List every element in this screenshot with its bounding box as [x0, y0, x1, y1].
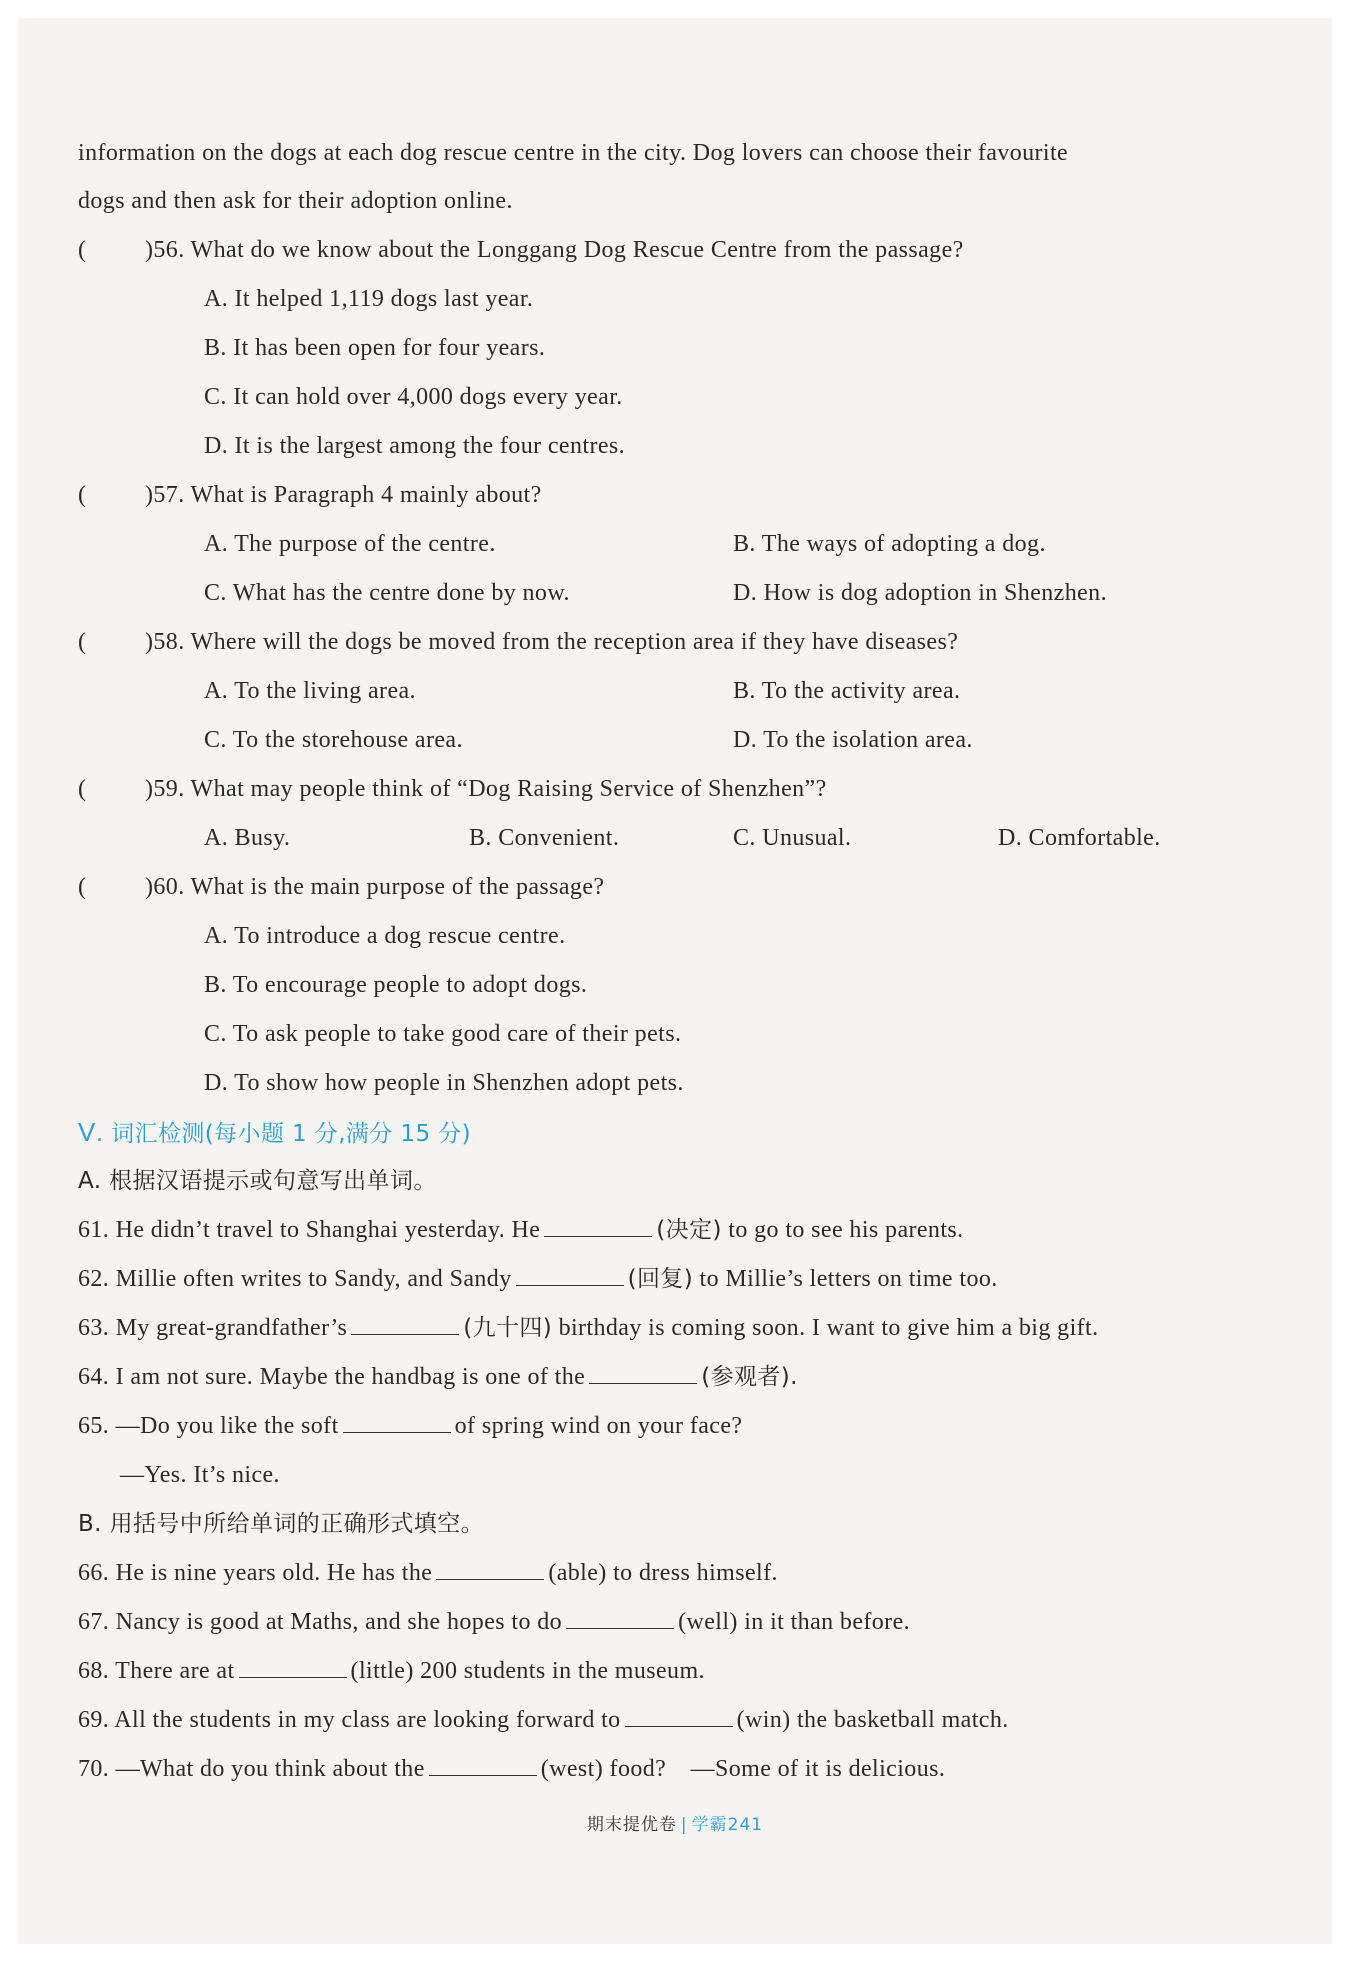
- option-59-c: C. Unusual.: [733, 825, 852, 851]
- item-62-hint: (回复): [627, 1266, 694, 1292]
- option-57-c: C. What has the centre done by now.: [204, 580, 570, 606]
- item-62-pre: 62. Millie often writes to Sandy, and Sandy: [78, 1266, 512, 1292]
- option-60-c: C. To ask people to take good care of their pets.: [204, 1021, 682, 1047]
- answer-blank-67[interactable]: [566, 1608, 674, 1629]
- item-69-pre: 69. All the students in my class are looking forward to: [78, 1707, 621, 1733]
- option-60-b: B. To encourage people to adopt dogs.: [204, 972, 588, 998]
- answer-paren-60[interactable]: (: [78, 874, 87, 900]
- option-60-a: A. To introduce a dog rescue centre.: [204, 923, 566, 949]
- answer-blank-70[interactable]: [429, 1755, 537, 1776]
- item-66-hint: (able): [548, 1560, 607, 1586]
- item-61-post: to go to see his parents.: [728, 1217, 964, 1243]
- footer-book-title: 期末提优卷: [586, 1815, 677, 1835]
- answer-blank-63[interactable]: [351, 1314, 459, 1335]
- item-68: [78, 1656, 705, 1686]
- section-title: . 词汇检测(每小题 1 分,满分 15 分): [95, 1121, 471, 1147]
- item-64: [78, 1362, 798, 1392]
- item-63-post: birthday is coming soon. I want to give him a big gift.: [558, 1315, 1099, 1341]
- item-67-pre: 67. Nancy is good at Maths, and she hopes to do: [78, 1609, 563, 1635]
- item-62: [78, 1264, 998, 1294]
- section-heading: [78, 1117, 471, 1149]
- question-60: )60. What is the main purpose of the passage?: [145, 874, 605, 900]
- item-68-post: 200 students in the museum.: [420, 1658, 705, 1684]
- item-65-pre: 65. —Do you like the soft: [78, 1413, 339, 1439]
- option-58-d: D. To the isolation area.: [733, 727, 973, 753]
- item-64-hint: (参观者).: [701, 1364, 798, 1390]
- part-b-instruction: B. 用括号中所给单词的正确形式填空。: [78, 1511, 485, 1537]
- page-footer: [0, 1810, 1350, 1835]
- question-58: )58. Where will the dogs be moved from the reception area if they have diseases?: [145, 629, 959, 655]
- item-68-pre: 68. There are at: [78, 1658, 235, 1684]
- item-67: [78, 1607, 910, 1637]
- answer-paren-59[interactable]: (: [78, 776, 87, 802]
- item-66-post: to dress himself.: [613, 1560, 778, 1586]
- option-57-b: B. The ways of adopting a dog.: [733, 531, 1046, 557]
- item-63-pre: 63. My great-grandfather’s: [78, 1315, 348, 1341]
- item-70: [78, 1754, 945, 1784]
- item-61: [78, 1215, 964, 1245]
- option-56-b: B. It has been open for four years.: [204, 335, 546, 361]
- answer-paren-56[interactable]: (: [78, 237, 87, 263]
- item-63-hint: (九十四): [463, 1315, 553, 1341]
- item-63: [78, 1313, 1099, 1343]
- option-57-d: D. How is dog adoption in Shenzhen.: [733, 580, 1107, 606]
- option-57-a: A. The purpose of the centre.: [204, 531, 496, 557]
- option-58-a: A. To the living area.: [204, 678, 416, 704]
- item-69-post: the basketball match.: [796, 1707, 1009, 1733]
- answer-blank-65[interactable]: [343, 1412, 451, 1433]
- answer-blank-69[interactable]: [625, 1706, 733, 1727]
- option-59-a: A. Busy.: [204, 825, 291, 851]
- item-65-reply: —Yes. It’s nice.: [120, 1462, 280, 1488]
- option-56-a: A. It helped 1,119 dogs last year.: [204, 286, 534, 312]
- option-58-b: B. To the activity area.: [733, 678, 961, 704]
- item-65-post: of spring wind on your face?: [454, 1413, 743, 1439]
- item-61-hint: (决定): [656, 1217, 722, 1243]
- option-56-c: C. It can hold over 4,000 dogs every year.: [204, 384, 623, 410]
- section-number: V: [78, 1117, 96, 1147]
- passage-line-1: information on the dogs at each dog rescue centre in the city. Dog lovers can choose their favourite: [78, 140, 1069, 166]
- option-59-d: D. Comfortable.: [998, 825, 1161, 851]
- item-64-pre: 64. I am not sure. Maybe the handbag is one of the: [78, 1364, 586, 1390]
- option-56-d: D. It is the largest among the four centres.: [204, 433, 626, 459]
- item-70-post: food? —Some of it is delicious.: [609, 1756, 946, 1782]
- answer-blank-66[interactable]: [436, 1559, 544, 1580]
- answer-blank-68[interactable]: [239, 1657, 347, 1678]
- item-66: [78, 1558, 778, 1588]
- option-60-d: D. To show how people in Shenzhen adopt pets.: [204, 1070, 684, 1096]
- question-59: )59. What may people think of “Dog Raising Service of Shenzhen”?: [145, 776, 827, 802]
- item-67-post: in it than before.: [744, 1609, 911, 1635]
- footer-separator: |: [680, 1815, 688, 1835]
- question-56: )56. What do we know about the Longgang Dog Rescue Centre from the passage?: [145, 237, 964, 263]
- answer-paren-58[interactable]: (: [78, 629, 87, 655]
- page-number: 241: [727, 1815, 764, 1835]
- item-69: [78, 1705, 1009, 1735]
- answer-blank-62[interactable]: [516, 1265, 624, 1286]
- passage-line-2: dogs and then ask for their adoption online.: [78, 188, 513, 214]
- item-62-post: to Millie’s letters on time too.: [699, 1266, 998, 1292]
- part-a-instruction: A. 根据汉语提示或句意写出单词。: [78, 1168, 437, 1194]
- footer-brand: 学霸: [691, 1815, 728, 1835]
- item-69-hint: (win): [736, 1707, 791, 1733]
- item-67-hint: (well): [678, 1609, 738, 1635]
- item-65: [78, 1411, 742, 1441]
- option-58-c: C. To the storehouse area.: [204, 727, 463, 753]
- question-57: )57. What is Paragraph 4 mainly about?: [145, 482, 542, 508]
- answer-blank-61[interactable]: [544, 1216, 652, 1237]
- answer-paren-57[interactable]: (: [78, 482, 87, 508]
- item-70-hint: (west): [540, 1756, 604, 1782]
- item-68-hint: (little): [350, 1658, 414, 1684]
- item-70-pre: 70. —What do you think about the: [78, 1756, 425, 1782]
- option-59-b: B. Convenient.: [469, 825, 620, 851]
- item-66-pre: 66. He is nine years old. He has the: [78, 1560, 433, 1586]
- item-61-pre: 61. He didn’t travel to Shanghai yesterday. He: [78, 1217, 541, 1243]
- answer-blank-64[interactable]: [589, 1363, 697, 1384]
